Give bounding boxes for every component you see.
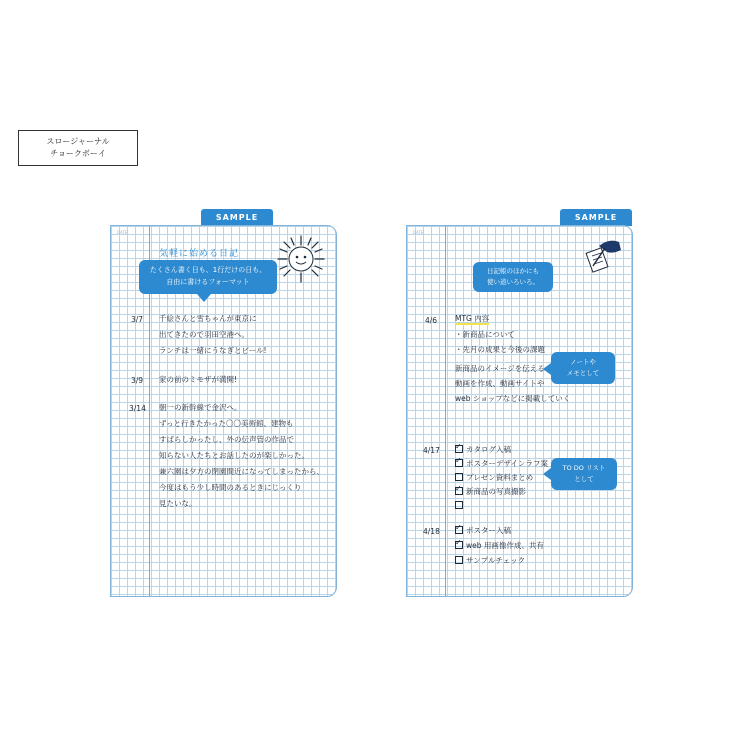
entry-heading (455, 312, 489, 326)
hand-writing-icon (579, 236, 623, 276)
entry-date: 4/18 (423, 527, 440, 536)
date-mark: DATE (413, 230, 424, 235)
todo-text: ポスター入稿 (466, 526, 511, 535)
entry-line: 動画を作成、動画サイトや (455, 379, 545, 388)
right-notebook-page (406, 225, 633, 597)
margin-line (445, 226, 446, 596)
bubble-line-2: として (574, 475, 594, 483)
heading-text: MTG 内容 (455, 314, 490, 323)
checkbox-checked (455, 487, 463, 495)
todo-item (455, 471, 533, 485)
todo-text: ポスターデザインラフ案 (466, 459, 548, 468)
entry-line: web ショップなどに掲載していく (455, 394, 571, 403)
todo-bubble (551, 458, 617, 490)
todo-item (455, 524, 511, 538)
todo-item (455, 457, 548, 471)
bubble-line-1: たくさん書く日も、1行だけの日も、 (149, 266, 267, 274)
bubble-line-1: ノートや (570, 358, 596, 366)
sample-tab-left: SAMPLE (201, 209, 273, 226)
date-mark: DATE (117, 230, 128, 235)
entry-date: 3/14 (129, 404, 146, 413)
todo-bubble-pointer (543, 468, 551, 480)
bubble-line-2: 自由に書けるフォーマット (166, 278, 250, 286)
bubble-line-1: 日記帳のほかにも (487, 267, 539, 275)
entry-line: ・新商品について (455, 330, 515, 339)
checkbox-checked (455, 526, 463, 534)
bubble-line-1: TO DO リスト (562, 464, 606, 472)
entry-line: 家の前のミモザが満開! (159, 375, 238, 384)
todo-item (455, 539, 544, 553)
entry-line: 朝一の新幹線で金沢へ。 (159, 403, 242, 412)
sample-tab-right: SAMPLE (560, 209, 632, 226)
entry-line: 新商品のイメージを伝える (455, 364, 545, 373)
sun-face-icon (276, 234, 326, 284)
format-bubble (139, 260, 277, 294)
checkbox-checked (455, 459, 463, 467)
checkbox-empty (455, 501, 463, 509)
entry-line: ずっと行きたかった〇〇美術館、建物も (159, 419, 294, 428)
entry-date: 4/17 (423, 446, 440, 455)
uses-bubble (473, 262, 553, 292)
todo-text: web 用画像作成、共有 (466, 541, 544, 550)
entry-line: 今度はもう少し時間のあるときにじっくり (159, 483, 302, 492)
todo-item (455, 443, 511, 457)
bubble-line-2: 使い道いろいろ。 (487, 278, 539, 286)
checkbox-empty (455, 473, 463, 481)
entry-date: 3/7 (131, 315, 144, 324)
label-line-2: チョークボーイ (50, 149, 106, 158)
checkbox-checked (455, 445, 463, 453)
entry-line: ランチは一緒にうなぎとビール! (159, 346, 267, 355)
entry-line: 見たいな。 (159, 499, 197, 508)
entry-line: 兼六園は夕方の閉園間近になってしまったから、 (159, 467, 324, 476)
note-bubble-pointer (543, 363, 551, 375)
bubble-title: 気軽に始める日記 (159, 249, 240, 259)
todo-item (455, 554, 525, 568)
bubble-pointer (197, 294, 211, 302)
todo-item (455, 499, 466, 513)
label-line-1: スロージャーナル (46, 137, 110, 146)
checkbox-checked (455, 541, 463, 549)
product-label-box (18, 130, 138, 166)
todo-text: カタログ入稿 (466, 445, 511, 454)
entry-line: 知らない人たちとお話したのが楽しかった。 (159, 451, 309, 460)
entry-line: 出てきたので羽田空港へ。 (159, 330, 249, 339)
checkbox-empty (455, 556, 463, 564)
todo-text: サンプルチェック (466, 556, 526, 565)
left-notebook-page (110, 225, 337, 597)
todo-text: プレゼン資料まとめ (466, 473, 534, 482)
note-bubble (551, 352, 615, 384)
bubble-line-2: メモとして (566, 369, 600, 377)
entry-date: 4/6 (425, 316, 438, 325)
entry-line: 千絵さんと雪ちゃんが東京に (159, 314, 257, 323)
todo-item (455, 485, 526, 499)
entry-line: ・先月の成果と今後の課題 (455, 345, 545, 354)
todo-text: 新商品の写真撮影 (466, 487, 526, 496)
entry-line: すばらしかったし、外の伝声管の作品で (159, 435, 294, 444)
entry-date: 3/9 (131, 376, 144, 385)
